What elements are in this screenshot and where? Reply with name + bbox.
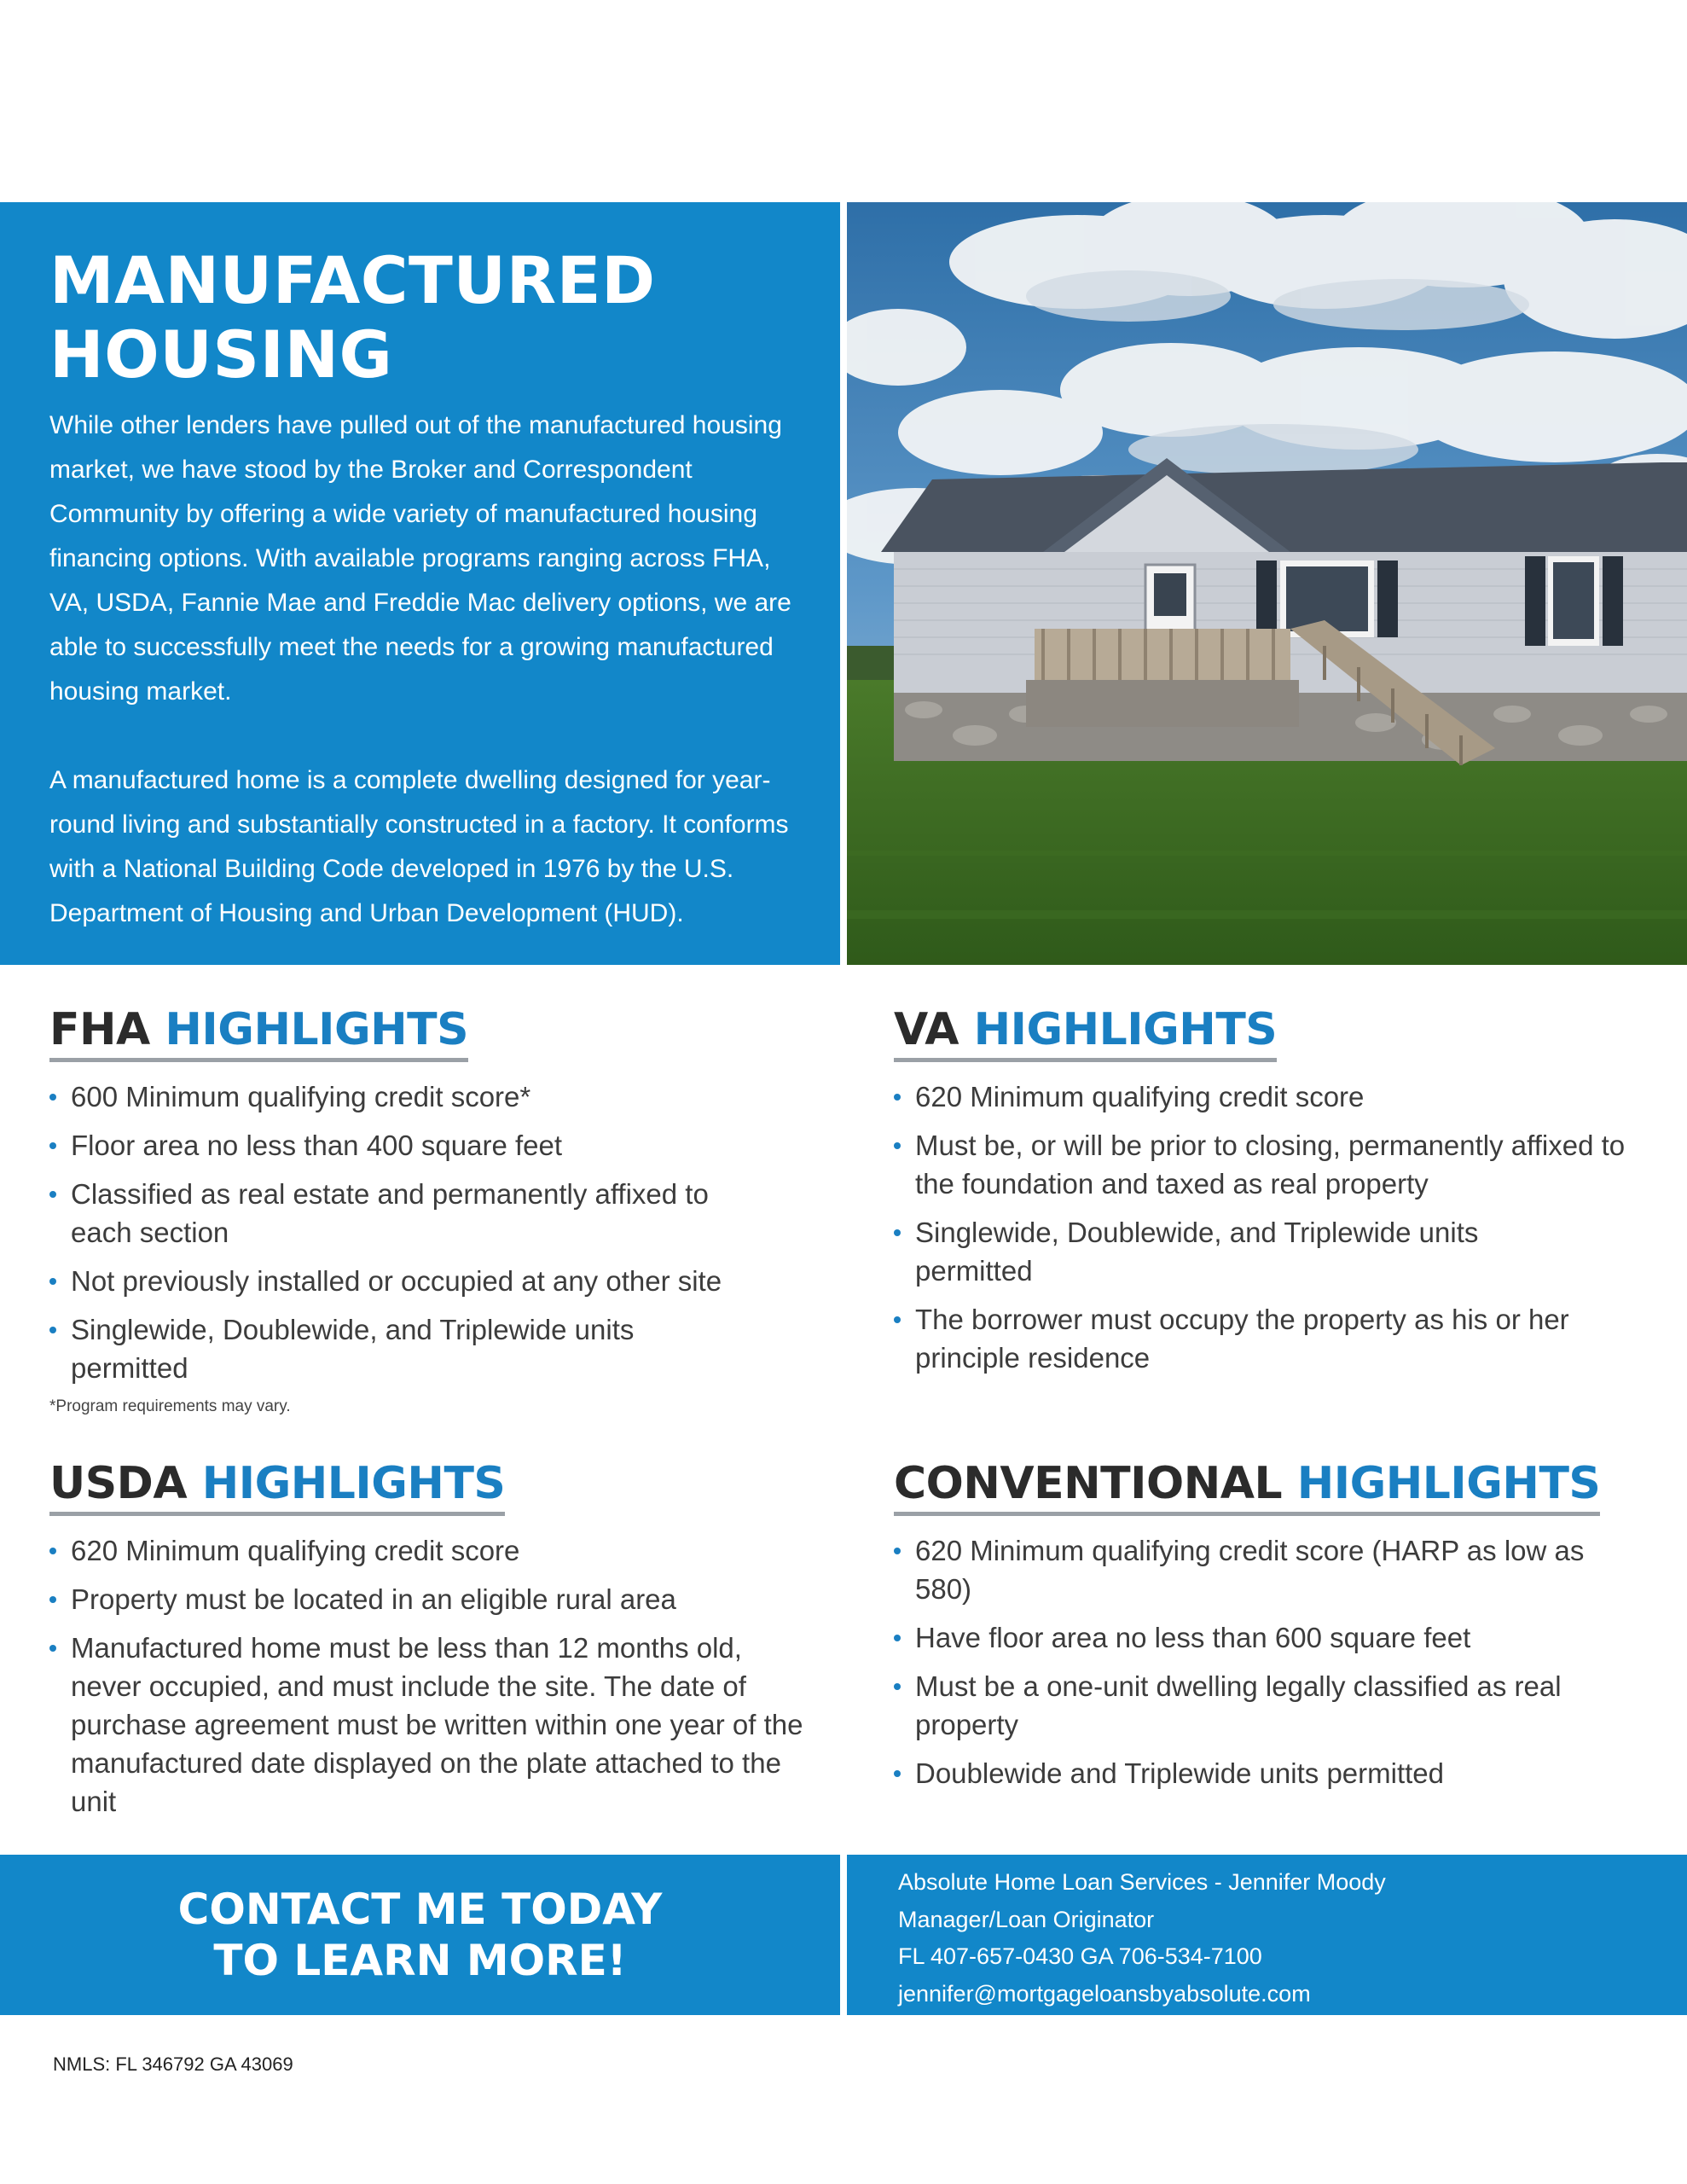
contact-phones: FL 407-657-0430 GA 706-534-7100 — [898, 1943, 1262, 1969]
list-item: Property must be located in an eligible rural area — [49, 1580, 809, 1618]
usda-heading-prefix: USDA — [49, 1458, 188, 1509]
list-item: Have floor area no less than 600 square feet — [894, 1618, 1644, 1657]
list-item: Classified as real estate and permanently affixed to each section — [49, 1175, 719, 1252]
conventional-list — [894, 1531, 1644, 1792]
list-item: 620 Minimum qualifying credit score (HARP as low as 580) — [894, 1531, 1615, 1608]
contact-title: Manager/Loan Originator — [898, 1906, 1155, 1932]
contact-cta-panel — [0, 1855, 840, 2015]
list-item: 620 Minimum qualifying credit score — [49, 1531, 809, 1570]
list-item: 620 Minimum qualifying credit score — [894, 1077, 1644, 1116]
nmls-license: NMLS: FL 346792 GA 43069 — [53, 2053, 293, 2075]
fha-heading-highlight: HIGHLIGHTS — [165, 1004, 469, 1055]
list-item: Manufactured home must be less than 12 months old, never occupied, and must include the site. The date of purchase agreement must be written within one year of the manufactured date displayed on the plate attached to the unit — [49, 1629, 809, 1821]
list-item: Doublewide and Triplewide units permitted — [894, 1754, 1644, 1792]
definition-paragraph: A manufactured home is a complete dwelling designed for year-round living and substantially constructed in a factory. It conforms with a National Building Code developed in 1976 by the U.S. Department of Housing and Urban Development (HUD). — [49, 766, 789, 927]
contact-cta-line-2: TO LEARN MORE! — [213, 1936, 627, 1985]
fha-heading-prefix: FHA — [49, 1004, 150, 1055]
intro-paragraph: While other lenders have pulled out of the manufactured housing market, we have stood by the Broker and Correspondent Community by offering a wide variety of manufactured housing financing options. With available programs ranging across FHA, VA, USDA, Fannie Mae and Freddie Mac delivery options, we are able to successfully meet the needs for a growing manufactured housing market. — [49, 411, 791, 706]
conventional-heading-highlight: HIGHLIGHTS — [1296, 1458, 1601, 1509]
fha-heading — [49, 1003, 468, 1062]
fha-list — [49, 1077, 783, 1387]
usda-section — [49, 1457, 809, 1831]
va-heading — [894, 1003, 1277, 1062]
usda-heading — [49, 1457, 505, 1516]
contact-info-panel — [847, 1855, 1687, 2015]
fha-footnote: *Program requirements may vary. — [49, 1397, 291, 1415]
conventional-section — [894, 1457, 1644, 1803]
list-item: The borrower must occupy the property as his or her principle residence — [894, 1300, 1580, 1377]
hero-panel — [0, 202, 840, 965]
contact-email[interactable]: jennifer@mortgageloansbyabsolute.com — [898, 1980, 1311, 2007]
list-item: Must be, or will be prior to closing, permanently affixed to the foundation and taxed as real property — [894, 1126, 1644, 1203]
va-list — [894, 1077, 1644, 1377]
title-line-2: HOUSING — [49, 317, 393, 392]
contact-cta-line-1: CONTACT ME TODAY — [177, 1885, 663, 1934]
list-item: 600 Minimum qualifying credit score* — [49, 1077, 783, 1116]
list-item: Singlewide, Doublewide, and Triplewide units permitted — [894, 1213, 1563, 1290]
fha-section — [49, 1003, 783, 1416]
list-item: Not previously installed or occupied at any other site — [49, 1262, 783, 1300]
title-line-1: MANUFACTURED — [49, 242, 656, 318]
va-section — [894, 1003, 1644, 1387]
list-item: Must be a one-unit dwelling legally classified as real property — [894, 1667, 1597, 1744]
list-item: Floor area no less than 400 square feet — [49, 1126, 783, 1165]
contact-name: Absolute Home Loan Services - Jennifer Moody — [898, 1869, 1386, 1895]
list-item: Singlewide, Doublewide, and Triplewide units permitted — [49, 1310, 719, 1387]
manufactured-home-photo — [847, 202, 1687, 965]
page-title — [49, 243, 806, 392]
va-heading-highlight: HIGHLIGHTS — [973, 1004, 1278, 1055]
usda-heading-highlight: HIGHLIGHTS — [201, 1458, 506, 1509]
conventional-heading — [894, 1457, 1600, 1516]
conventional-heading-prefix: CONVENTIONAL — [894, 1458, 1283, 1509]
usda-list — [49, 1531, 809, 1821]
va-heading-prefix: VA — [894, 1004, 959, 1055]
